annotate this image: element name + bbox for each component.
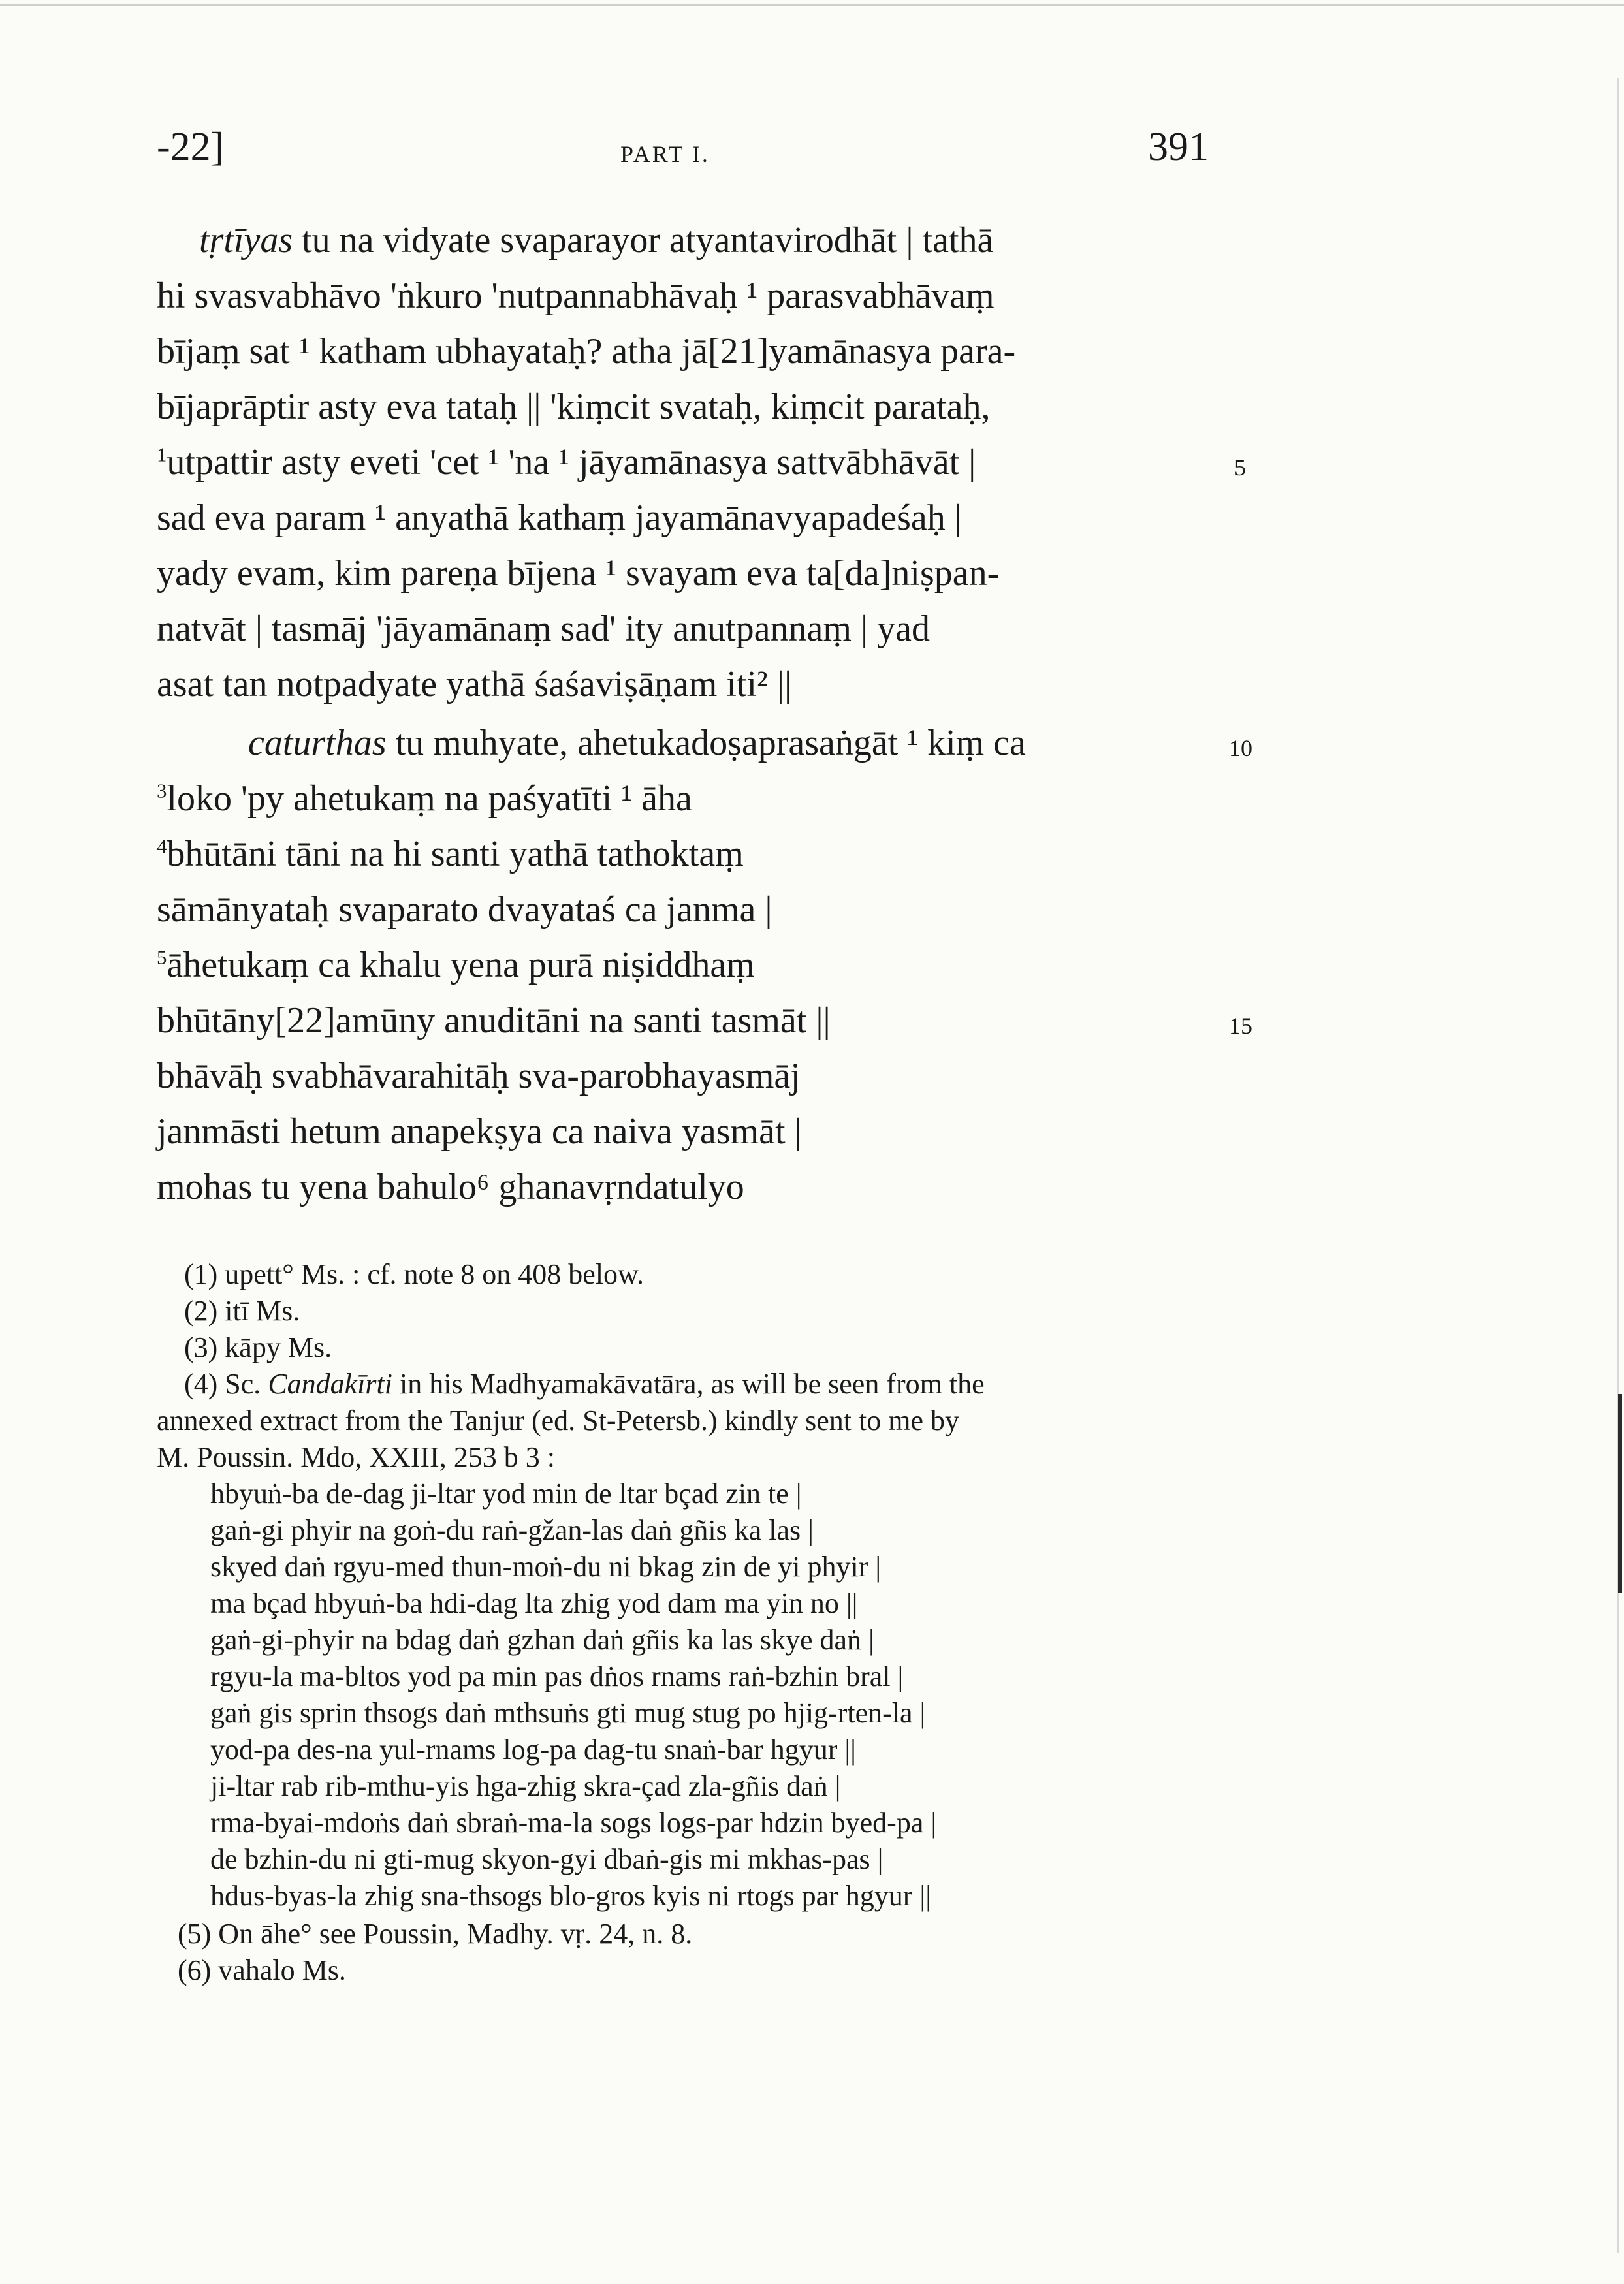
text-line: sad eva param ¹ anyathā kathaṃ jayamānavyapadeśaḥ | bbox=[157, 498, 962, 538]
text-line: bījaprāptir asty eva tataḥ || 'kiṃcit svataḥ, kiṃcit parataḥ, bbox=[157, 387, 991, 427]
footnote: (6) vahalo Ms. bbox=[178, 1954, 346, 1986]
text-line: caturthas tu muhyate, ahetukadoṣaprasaṅgāt ¹ kiṃ ca bbox=[248, 723, 1026, 763]
footnote-line: annexed extract from the Tanjur (ed. St-Petersb.) kindly sent to me by bbox=[157, 1404, 959, 1436]
tibetan-line: rma-byai-mdoṅs daṅ sbraṅ-ma-la sogs logs-par hdzin byed-pa | bbox=[210, 1807, 937, 1839]
tibetan-line: de bzhin-du ni gti-mug skyon-gyi dbaṅ-gis mi mkhas-pas | bbox=[210, 1843, 884, 1875]
verse-line: sāmānyataḥ svaparato dvayataś ca janma | bbox=[157, 889, 772, 930]
tibetan-line: hbyuṅ-ba de-dag ji-ltar yod min de ltar bçad zin te | bbox=[210, 1478, 802, 1510]
section-number: -22] bbox=[157, 125, 225, 169]
line-number: 10 bbox=[1229, 735, 1252, 761]
tibetan-line: gaṅ-gi-phyir na bdag daṅ gzhan daṅ gñis ka las skye daṅ | bbox=[210, 1624, 874, 1656]
text-line: asat tan notpadyate yathā śaśaviṣāṇam iti² || bbox=[157, 664, 792, 705]
footnote: (1) upett° Ms. : cf. note 8 on 408 below. bbox=[184, 1258, 644, 1290]
text-line: tṛtīyas tu na vidyate svaparayor atyantavirodhāt | tathā bbox=[199, 220, 994, 261]
running-head: PART I. bbox=[620, 141, 710, 167]
line-number: 5 bbox=[1234, 454, 1246, 481]
footnote: (4) Sc. Candakīrti in his Madhyamakāvatāra, as will be seen from the bbox=[184, 1368, 985, 1400]
text-line: yady evam, kim pareṇa bījena ¹ svayam eva ta[da]niṣpan- bbox=[157, 553, 1000, 594]
page-right-edge bbox=[1617, 78, 1619, 2253]
footnote: (3) kāpy Ms. bbox=[184, 1331, 332, 1363]
tibetan-line: ji-ltar rab rib-mthu-yis hga-zhig skra-çad zla-gñis daṅ | bbox=[210, 1770, 841, 1802]
footnote: (2) itī Ms. bbox=[184, 1295, 300, 1327]
verse-line: $^3$loko 'py ahetukaṃ na paśyatīti ¹ āha bbox=[157, 778, 692, 819]
verse-line: mohas tu yena bahulo⁶ ghanavṛndatulyo bbox=[157, 1167, 744, 1207]
tibetan-line: yod-pa des-na yul-rnams log-pa dag-tu snaṅ-bar hgyur || bbox=[210, 1734, 856, 1766]
verse-line: bhāvāḥ svabhāvarahitāḥ sva-parobhayasmāj bbox=[157, 1056, 801, 1096]
text-line: hi svasvabhāvo 'ṅkuro 'nutpannabhāvaḥ ¹ parasvabhāvaṃ bbox=[157, 276, 995, 316]
tibetan-line: skyed daṅ rgyu-med thun-moṅ-du ni bkag zin de yi phyir | bbox=[210, 1551, 882, 1583]
tibetan-line: rgyu-la ma-bltos yod pa min pas dṅos rnams raṅ-bzhin bral | bbox=[210, 1660, 904, 1692]
tibetan-line: gaṅ-gi phyir na goṅ-du raṅ-gžan-las daṅ gñis ka las | bbox=[210, 1514, 814, 1546]
verse-line: $^5$āhetukaṃ ca khalu yena purā niṣiddhaṃ bbox=[157, 945, 755, 985]
line-number: 15 bbox=[1229, 1013, 1252, 1039]
text-line: natvāt | tasmāj 'jāyamānaṃ sad' ity anutpannaṃ | yad bbox=[157, 609, 931, 649]
tibetan-line: hdus-byas-la zhig sna-thsogs blo-gros kyis ni rtogs par hgyur || bbox=[210, 1880, 932, 1912]
verse-line: bhūtāny[22]amūny anuditāni na santi tasmāt || bbox=[157, 1000, 831, 1041]
page-number: 391 bbox=[1148, 125, 1209, 169]
verse-line: $^4$bhūtāni tāni na hi santi yathā tathoktaṃ bbox=[157, 834, 744, 874]
text-line: $^1$utpattir asty eveti 'cet ¹ 'na ¹ jāyamānasya sattvābhāvāt | bbox=[157, 442, 976, 483]
footnote: (5) On āhe° see Poussin, Madhy. vṛ. 24, n. 8. bbox=[178, 1918, 693, 1950]
text-line: bījaṃ sat ¹ katham ubhayataḥ? atha jā[21]yamānasya para- bbox=[157, 331, 1016, 372]
verse-line: janmāsti hetum anapekṣya ca naiva yasmāt | bbox=[157, 1111, 802, 1152]
footnote-line: M. Poussin. Mdo, XXIII, 253 b 3 : bbox=[157, 1441, 555, 1473]
margin-mark bbox=[1618, 1394, 1622, 1593]
tibetan-line: gaṅ gis sprin thsogs daṅ mthsuṅs gti mug stug po hjig-rten-la | bbox=[210, 1697, 926, 1729]
page-top-border bbox=[0, 4, 1624, 6]
tibetan-line: ma bçad hbyuṅ-ba hdi-dag lta zhig yod dam ma yin no || bbox=[210, 1587, 858, 1619]
